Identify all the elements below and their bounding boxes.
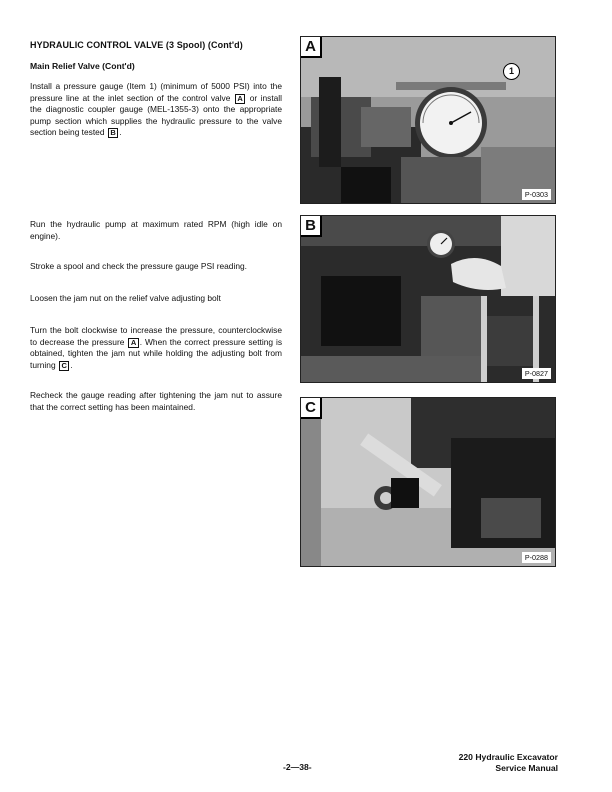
figure-b-label: B [301, 216, 322, 237]
paragraph-recheck-gauge [30, 390, 282, 413]
item-1-callout: 1 [503, 63, 520, 80]
figure-a-code: P-0303 [522, 189, 551, 200]
figure-b-image [301, 216, 556, 383]
paragraph-text: Install a pressure gauge (Item 1) (minimum of 5000 PSI) into the pressure line at the inlet section of the control valve [30, 81, 282, 103]
paragraph-text: Loosen the jam nut on the relief valve adjusting bolt [30, 293, 221, 303]
paragraph-stroke-spool [30, 261, 282, 273]
figure-c-code: P-0288 [522, 552, 551, 563]
manual-title-line1: 220 Hydraulic Excavator [458, 752, 558, 762]
figure-ref-c: C [59, 361, 69, 371]
figure-c-photo [300, 397, 556, 567]
paragraph-text: . [70, 359, 73, 370]
paragraph-text: Stroke a spool and check the pressure gauge PSI reading. [30, 261, 247, 271]
subsection-title: Main Relief Valve (Cont'd) [30, 61, 135, 71]
paragraph-loosen-jam-nut [30, 293, 282, 305]
paragraph-text: Recheck the gauge reading after tightening the jam nut to assure that the correct setting has been maintained. [30, 390, 282, 412]
paragraph-turn-bolt [30, 325, 282, 371]
figure-ref-b: B [108, 128, 118, 138]
paragraph-text: . When the correct pressure setting is obtained, tighten the jam nut while holding the adjusting bolt from turning [30, 336, 283, 370]
figure-b-photo [300, 215, 556, 383]
paragraph-text: Run the hydraulic pump at maximum rated RPM (high idle on engine). [30, 219, 282, 241]
figure-c-image [301, 398, 556, 567]
paragraph-text: . [119, 127, 122, 138]
page-number: -2—38- [283, 762, 312, 772]
section-title: HYDRAULIC CONTROL VALVE (3 Spool) (Cont'd) [30, 40, 243, 50]
figure-c-label: C [301, 398, 322, 419]
manual-title [459, 752, 558, 774]
paragraph-run-pump [30, 219, 282, 242]
paragraph-text: Turn the bolt clockwise to increase the pressure, counterclockwise to decrease the pressure [30, 325, 282, 347]
figure-a-image [301, 37, 556, 204]
figure-ref-a: A [128, 338, 138, 348]
figure-a-photo [300, 36, 556, 204]
figure-a-label: A [301, 37, 322, 58]
figure-ref-a: A [235, 94, 245, 104]
paragraph-install-gauge [30, 81, 282, 139]
figure-b-code: P-0827 [522, 368, 551, 379]
manual-title-line2: Service Manual [495, 763, 558, 773]
paragraph-text: or install the diagnostic coupler gauge (MEL-1355-3) onto the appropriate pump section which supplies the hydraulic pressure to the valve section being tested [30, 92, 283, 138]
